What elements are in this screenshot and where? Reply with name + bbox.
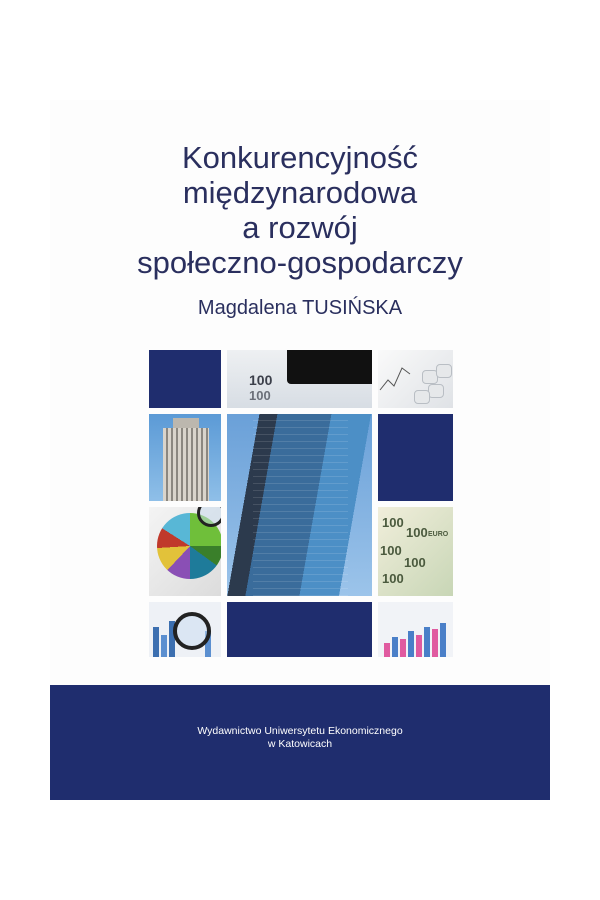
banknote-currency: EURO (428, 531, 449, 538)
author-name: Magdalena TUSIŃSKA (197, 297, 403, 319)
chart-bar (384, 643, 390, 657)
skyscraper-photo (149, 414, 221, 501)
line-chart-graphic (378, 350, 453, 408)
title-line-4: społeczno-gospodarczy (137, 245, 463, 280)
euro-banknotes-photo (378, 507, 453, 596)
pie-chart-photo (149, 507, 221, 596)
banknote-value: 100 (382, 515, 404, 530)
chart-bar (392, 637, 398, 657)
chart-bar (161, 635, 167, 657)
chart-bar (416, 635, 422, 657)
navy-square-tile (378, 414, 453, 501)
banknote-value: 100 (382, 571, 404, 586)
title-line-2: międzynarodowa (182, 175, 418, 210)
tower-body (163, 428, 209, 501)
magnifier-icon (173, 612, 211, 650)
glass-building-photo (227, 414, 372, 596)
banknote-value: 100 (249, 388, 271, 403)
calculator-photo (378, 350, 453, 408)
laptop-dark-panel (287, 350, 372, 384)
chart-bar (153, 627, 159, 657)
navy-rectangle-tile (227, 602, 372, 657)
magnifier-chart-photo (149, 602, 221, 657)
title-line-1: Konkurencyjność (181, 140, 419, 175)
chart-bar (424, 627, 430, 657)
banknote-value: 100 (249, 372, 273, 388)
banknote-value: 100 (406, 525, 428, 540)
banknote-value: 100 (380, 543, 402, 558)
title-line-3: a rozwój (242, 210, 358, 245)
bar-chart-photo (378, 602, 453, 657)
publisher-line-2: w Katowicach (267, 738, 333, 750)
chart-bar (432, 629, 438, 657)
chart-bar (440, 623, 446, 657)
navy-square-tile (149, 350, 221, 408)
chart-bar (408, 631, 414, 657)
publisher-line-1: Wydawnictwo Uniwersytetu Ekonomicznego (197, 725, 403, 737)
banknotes-photo (227, 350, 372, 408)
publisher-name (50, 725, 550, 751)
window-grid (253, 414, 348, 596)
book-title (50, 140, 550, 280)
book-cover (50, 100, 550, 800)
publisher-band (50, 685, 550, 800)
chart-bar (400, 639, 406, 657)
banknote-value: 100 (404, 555, 426, 570)
